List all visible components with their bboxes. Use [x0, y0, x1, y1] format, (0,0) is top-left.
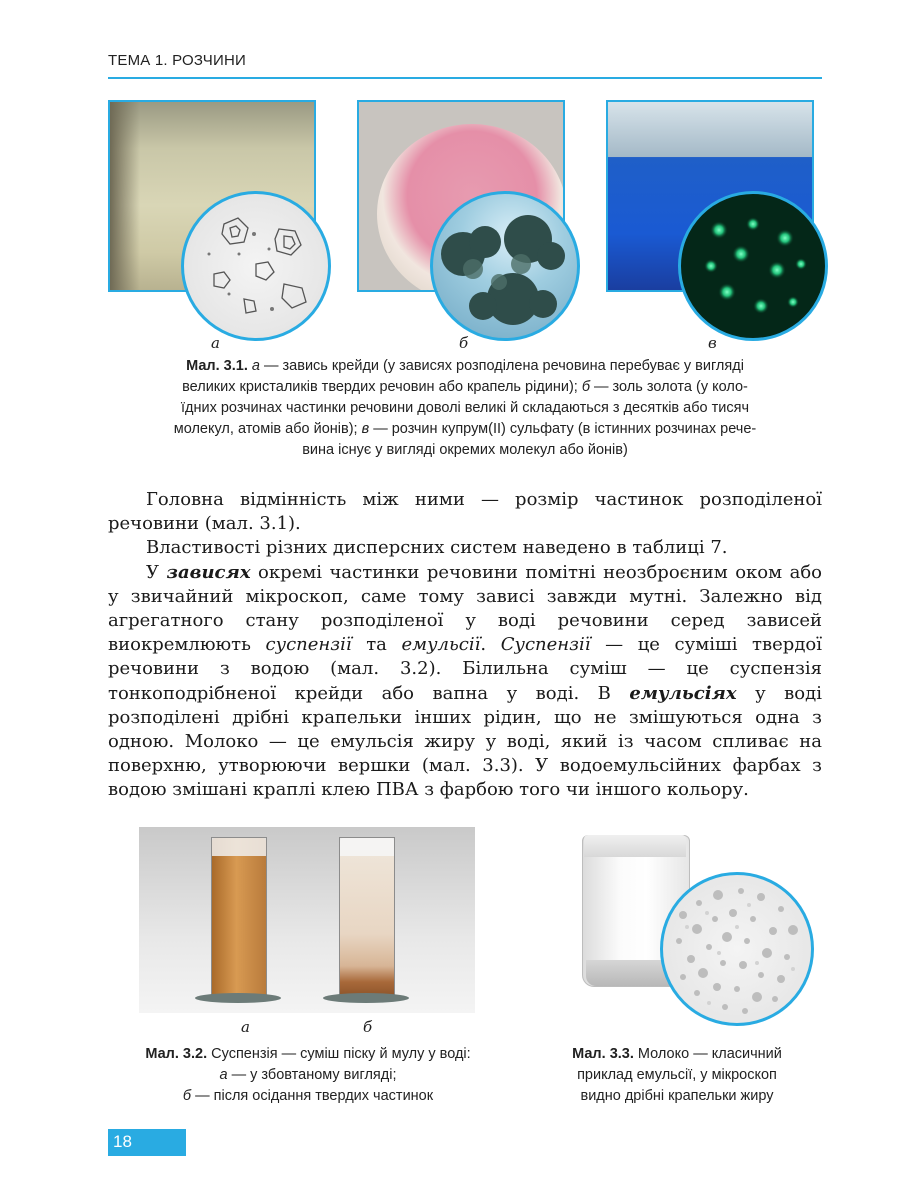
fig31-caption-line5: вина існує у вигляді окремих молекул або йонів): [302, 442, 628, 458]
fig32-caption-line3: б — після осідання твердих частинок: [182, 1088, 434, 1104]
paragraph-3: У зависях окремі частинки речовини помітні неозброєним оком або у звичайний мікроскоп, саме тому зависі завжди мутні. Залежно від агрегатного стану розподіленої у воді речовини серед зависей виокремлюють суспензії та емульсії. Суспензії — це суміші твердої речовини з водою (мал. 3.2). Білильна суміш — це суспензія тонкоподрібненої крейди або вапна у воді. В емульсіях у воді розподілені дрібні крапельки інших рідин, що не змішуються одна з одною. Молоко — це емульсія жиру у воді, який із часом спливає на поверхню, утворюючи вершки (мал. 3.3). У водоемульсійних фарбах з водою змішані краплі клею ПВА з фарбою того чи іншого кольору.: [108, 561, 823, 801]
fig31-caption-line1: Мал. 3.1. а — завись крейди (у зависях розподілена речовина перебуває у вигляді: [186, 358, 744, 374]
paragraph-2: Властивості різних дисперсних систем наведено в таблиці 7.: [146, 537, 728, 559]
fig31-label-a: а: [211, 334, 220, 352]
body-text: [108, 488, 822, 803]
header-title: ТЕМА 1. РОЗЧИНИ: [108, 52, 246, 69]
fig31-caption-line2: великих кристаликів твердих речовин або крапель рідини); б — золь золота (у коло-: [182, 379, 748, 395]
fig33-caption-line1: Мал. 3.3. Молоко — класичний: [572, 1046, 782, 1062]
fig33-caption: [532, 1044, 822, 1107]
fig31-label-v: в: [708, 334, 717, 352]
photo-suspension-cylinders: [139, 827, 475, 1013]
fig31-caption: [108, 356, 822, 461]
fig32-label-a: а: [241, 1018, 250, 1036]
running-header: [108, 50, 822, 80]
page-number-badge: [108, 1129, 186, 1156]
fig31-caption-line4: молекул, атомів або йонів); в — розчин купрум(ІІ) сульфату (в істинних розчинах рече-: [173, 421, 757, 437]
page-number: 18: [113, 1132, 132, 1151]
microscope-circle-gold-sol: [430, 191, 580, 341]
cylinder-a: [211, 837, 267, 999]
fig32-caption-line1: Мал. 3.2. Суспензія — суміш піску й мулу у воді:: [145, 1046, 471, 1062]
microscope-circle-chalk: [181, 191, 331, 341]
fig32-caption: [100, 1044, 516, 1107]
fig32-label-b: б: [363, 1018, 373, 1036]
microscope-circle-milk: [660, 872, 814, 1026]
microscope-circle-copper-sulfate: [678, 191, 828, 341]
header-rule: [108, 77, 822, 79]
paragraph-1: Головна відмінність між ними — розмір частинок розподіленої речовини (мал. 3.1).: [108, 489, 822, 535]
fig31-caption-line3: їдних розчинах частинки речовини доволі великі й складаються з десятків або тисяч: [180, 400, 750, 416]
cylinder-b: [339, 837, 395, 999]
fig31-label-b: б: [459, 334, 469, 352]
fig33-caption-line2: приклад емульсії, у мікроскоп: [577, 1067, 777, 1083]
fig32-caption-line2: а — у збовтаному вигляді;: [219, 1067, 397, 1083]
fig33-caption-line3: видно дрібні крапельки жиру: [580, 1088, 774, 1104]
